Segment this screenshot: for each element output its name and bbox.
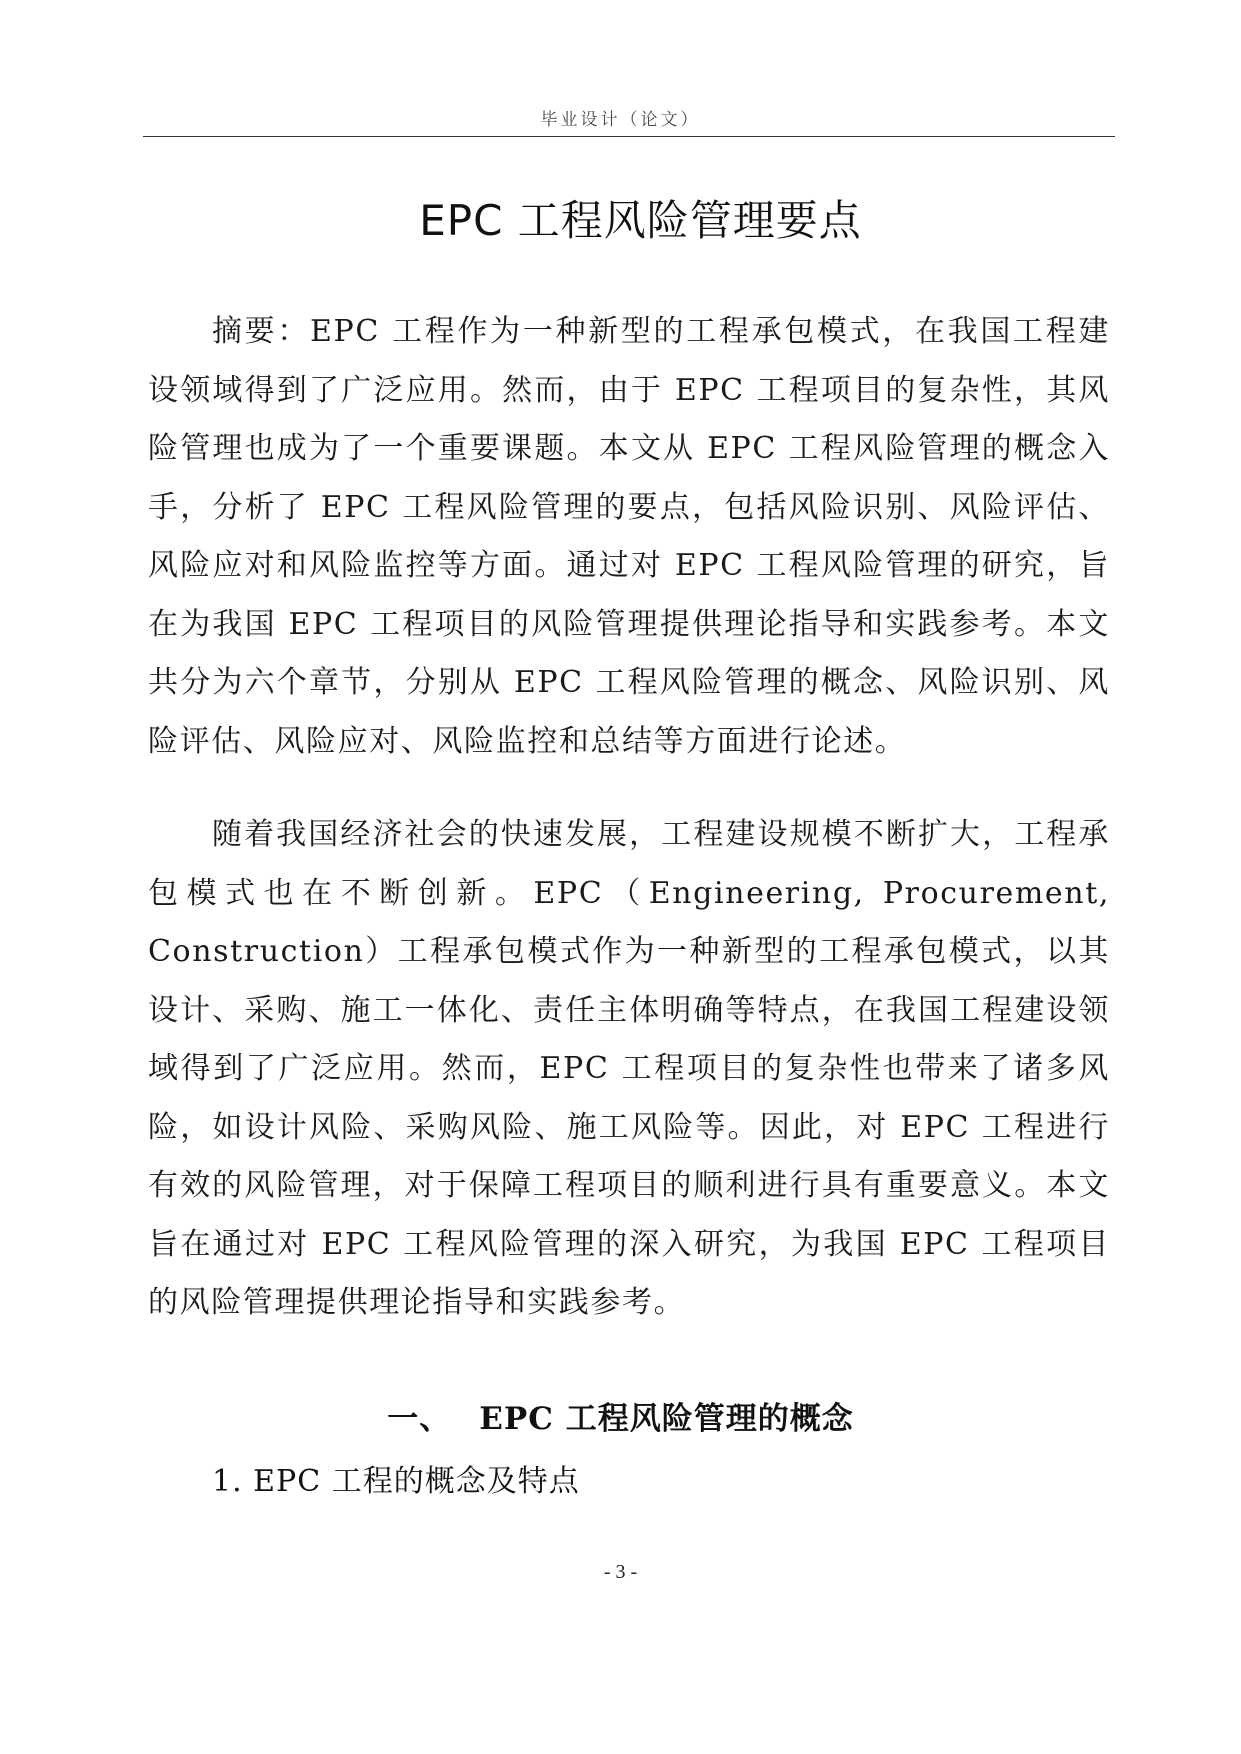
document-title: EPC 工程风险管理要点: [419, 196, 862, 245]
section-heading: [0, 1393, 1241, 1438]
page-number: - 3 -: [603, 1561, 638, 1583]
section-title: EPC 工程风险管理的概念: [479, 1401, 854, 1437]
header-divider: [143, 136, 1115, 137]
subsection-heading: 1. EPC 工程的概念及特点: [212, 1464, 580, 1499]
running-header: 毕业设计（论文）: [540, 110, 701, 130]
introduction-paragraph: 随着我国经济社会的快速发展，工程建设规模不断扩大，工程承包模式也在不断创新。EPC（Engineering, Procurement, Construction）工程承包模式作为一种新型的工程承包模式，以其设计、采购、施工一体化、责任主体明确等特点，在我国工程建设领域得到了广泛应用。然而，EPC 工程项目的复杂性也带来了诸多风险，如设计风险、采购风险、施工风险等。因此，对 EPC 工程进行有效的风险管理，对于保障工程项目的顺利进行具有重要意义。本文旨在通过对 EPC 工程风险管理的深入研究，为我国 EPC 工程项目的风险管理提供理论指导和实践参考。: [148, 817, 1110, 1320]
section-number: 一、: [387, 1401, 452, 1437]
abstract-paragraph: 摘要：EPC 工程作为一种新型的工程承包模式，在我国工程建设领域得到了广泛应用。然而，由于 EPC 工程项目的复杂性，其风险管理也成为了一个重要课题。本文从 EPC 工程风险管理的概念入手，分析了 EPC 工程风险管理的要点，包括风险识别、风险评估、风险应对和风险监控等方面。通过对 EPC 工程风险管理的研究，旨在为我国 EPC 工程项目的风险管理提供理论指导和实践参考。本文共分为六个章节，分别从 EPC 工程风险管理的概念、风险识别、风险评估、风险应对、风险监控和总结等方面进行论述。: [148, 314, 1110, 759]
